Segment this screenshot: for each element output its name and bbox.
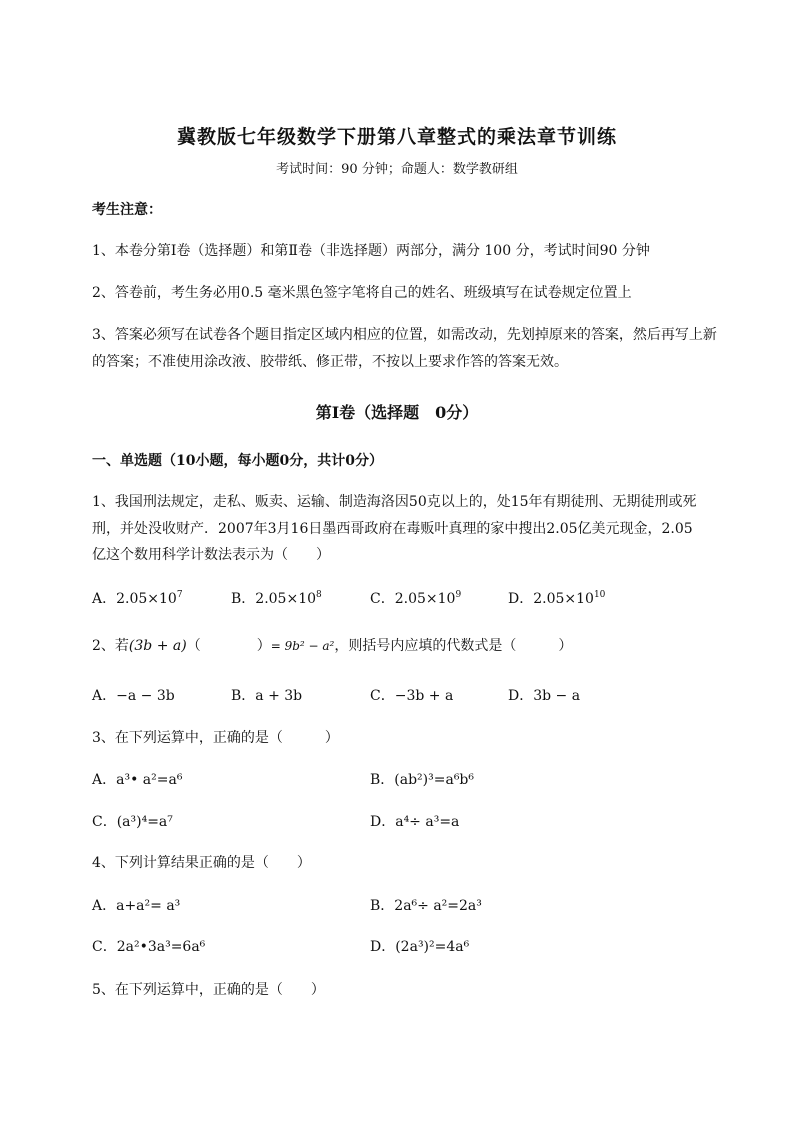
q1-option-a[interactable]: A．$2.05\times 10^7$: [92, 590, 183, 607]
part-heading: 一、单选题（10小题，每小题0分，共计0分）: [92, 453, 383, 469]
notice-item-1: 1、本卷分第Ⅰ卷（选择题）和第Ⅱ卷（非选择题）两部分，满分 100 分，考试时间90 分钟: [92, 243, 650, 259]
q2-stem: 2、若(3b + a)（ ）= 9b² − a²，则括号内应填的代数式是（ ）: [92, 638, 573, 654]
q1-line-3: 亿这个数用科学计数法表示为（ ）: [92, 547, 330, 563]
q4-option-d[interactable]: D．(2a³)²=4a⁶: [370, 939, 470, 955]
q3-option-d[interactable]: D．a⁴÷ a³=a: [370, 814, 460, 830]
q1-option-d[interactable]: D．$2.05\times 10^{10}$: [508, 590, 606, 607]
notice-item-2: 2、答卷前，考生务必用0.5 毫米黑色签字笔将自己的姓名、班级填写在试卷规定位置上: [92, 285, 632, 301]
q1-option-b[interactable]: B．$2.05\times 10^8$: [231, 590, 322, 607]
page-title: 冀教版七年级数学下册第八章整式的乘法章节训练: [176, 126, 617, 148]
q3-option-c[interactable]: C．(a³)⁴=a⁷: [92, 814, 173, 830]
q2-option-c[interactable]: C．−3b + a: [370, 688, 454, 704]
section-title: 第Ⅰ卷（选择题 0分）: [315, 403, 479, 422]
q1-line-2: 刑，并处没收财产．2007年3月16日墨西哥政府在毒贩叶真理的家中搜出2.05亿美元现金，2.05: [92, 521, 693, 537]
q3-stem: 3、在下列运算中，正确的是（ ）: [92, 730, 339, 746]
q4-option-a[interactable]: A．a+a²= a³: [92, 898, 181, 914]
q4-stem: 4、下列计算结果正确的是（ ）: [92, 855, 311, 871]
notice-heading: 考生注意：: [92, 202, 162, 218]
exam-info: 考试时间：90 分钟；命题人：数学教研组: [276, 162, 518, 177]
q4-option-c[interactable]: C．2a²•3a³=6a⁶: [92, 939, 206, 955]
q1-option-c[interactable]: C．$2.05\times 10^9$: [370, 590, 462, 607]
q2-option-d[interactable]: D．3b − a: [508, 688, 581, 704]
notice-item-3-cont: 的答案；不准使用涂改液、胶带纸、修正带，不按以上要求作答的答案无效。: [92, 354, 568, 370]
q5-stem: 5、在下列运算中，正确的是（ ）: [92, 982, 325, 998]
notice-item-3: 3、答案必须写在试卷各个题目指定区域内相应的位置，如需改动，先划掉原来的答案，然后再写上新: [92, 327, 717, 343]
q2-answer-blank: （ ）: [186, 638, 271, 654]
q2-option-b[interactable]: B．a + 3b: [231, 688, 303, 704]
q3-option-a[interactable]: A．a³• a²=a⁶: [92, 772, 183, 788]
q2-option-a[interactable]: A．−a − 3b: [92, 688, 175, 704]
q3-option-b[interactable]: B．(ab²)³=a⁶b⁶: [370, 772, 475, 788]
q2-expression-right: = 9b² − a²: [270, 639, 335, 653]
q4-option-b[interactable]: B．2a⁶÷ a²=2a³: [370, 898, 482, 914]
q2-expression-left: (3b + a): [128, 638, 187, 654]
q1-line-1: 1、我国刑法规定，走私、贩卖、运输、制造海洛因50克以上的，处15年有期徒刑、无期徒刑或死: [92, 494, 697, 510]
